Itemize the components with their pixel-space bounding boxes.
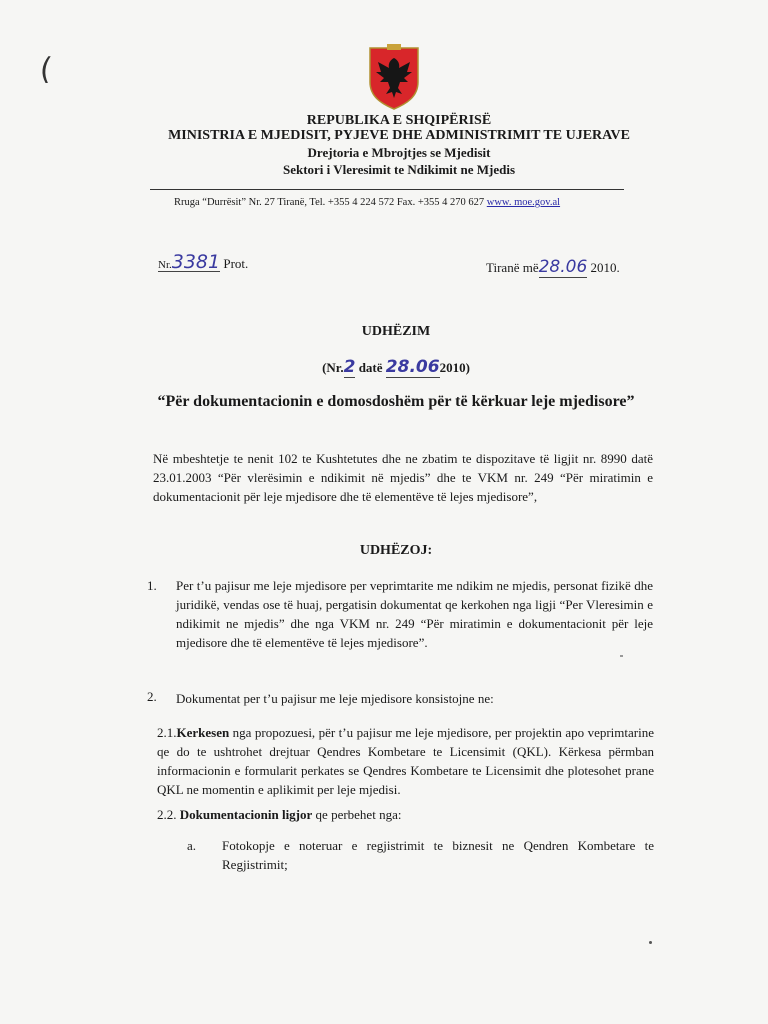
item-2-1-text: nga propozuesi, për t’u pajisur me leje mjedisore, per projektin apo veprimtarine qe do te ushtrohet drejtuar Qendres Kombetare te Licensimit (QKL). Kërkesa përmban informacionin e formularit perkates se Qendres Kombetare te Licensimit dhe plotesohet prane QKL ne momentin e aplikimit per leje mjedisi. <box>157 725 654 797</box>
item-1-number: 1. <box>147 578 157 593</box>
document-title: UDHËZIM <box>361 324 431 339</box>
instruction-number <box>0 357 768 377</box>
item-2-number: 2. <box>147 689 157 704</box>
website-link[interactable]: www. moe.gov.al <box>486 197 561 208</box>
address-text: Rruga “Durrësit” Nr. 27 Tiranë, Tel. +355 4 224 572 Fax. +355 4 270 627 <box>174 197 487 208</box>
prot-label: Prot. <box>223 256 249 271</box>
protocol-handwritten: 3381 <box>171 251 221 273</box>
intro-paragraph: Në mbeshtetje te nenit 102 te Kushtetutes dhe ne zbatim te dispozitave të ligjit nr. 8990 datë 23.01.2003 “Për vlerësimin e ndikimit në mjedis” dhe te VKM nr. 249 “Për miratimin e dokumentacionit për leje mjedisore dhe të elementëve të lejes mjedisore”, <box>153 451 653 504</box>
scan-speck <box>649 941 652 944</box>
item-2-2-bold: Dokumentacionin ligjor <box>179 807 313 822</box>
margin-pen-mark: ( <box>38 52 54 87</box>
document-subject: “Për dokumentacionin e domosdoshëm për të kërkuar leje mjedisore” <box>157 393 635 410</box>
date-handwritten: 28.06 <box>538 257 588 277</box>
header-republic: REPUBLIKA E SHQIPËRISË <box>306 113 492 128</box>
date-year: 2010. <box>590 260 620 275</box>
nr-prefix: Nr. <box>158 259 172 271</box>
place-date <box>486 257 620 277</box>
place-prefix: Tiranë më <box>486 260 539 275</box>
item-2-2-number: 2.2. <box>157 807 177 822</box>
address-line <box>174 197 560 208</box>
protocol-number <box>158 251 248 273</box>
item-a-text: Fotokopje e noteruar e regjistrimit te biznesit ne Qendren Kombetare te Regjistrimit; <box>222 838 654 872</box>
item-2-1-bold: Kerkesen <box>176 725 230 740</box>
item-2-1-number: 2.1. <box>157 725 177 740</box>
header-divider <box>150 189 624 190</box>
header-directorate: Drejtoria e Mbrojtjes se Mjedisit <box>307 145 491 160</box>
scan-speck <box>620 655 623 657</box>
header-sector: Sektori i Vleresimit te Ndikimit ne Mjedis <box>282 162 516 177</box>
item-a-letter: a. <box>187 838 197 853</box>
nr-close: 2010) <box>439 360 470 375</box>
item-2-2-text: qe perbehet nga: <box>312 807 402 822</box>
date-label: datë <box>358 360 383 375</box>
item-2-2 <box>157 805 654 824</box>
directive-heading: UDHËZOJ: <box>359 543 433 558</box>
item-1-text: Per t’u pajisur me leje mjedisore per veprimtarite me ndikim ne mjedis, personat fizikë dhe juridikë, vendas ose të huaj, pergatisin dokumentat qe kerkohen nga ligji “Per Vleresimin e ndikimit ne mjedis” dhe nga VKM nr. 249 “Për miratimin e dokumentacionit për leje mjedisore dhe të elementëve të lejes mjedisore”. <box>176 578 653 650</box>
header-ministry: MINISTRIA E MJEDISIT, PYJEVE DHE ADMINISTRIMIT TE UJERAVE <box>168 128 630 143</box>
albanian-coat-of-arms-icon <box>366 42 422 110</box>
nr-open: (Nr. <box>322 360 344 375</box>
protocol-nr-field <box>158 251 221 273</box>
nr-handwritten: 2 <box>343 357 356 377</box>
date-value-handwritten: 28.06 <box>385 357 440 377</box>
item-2-1 <box>157 723 654 799</box>
item-2-text: Dokumentat per t’u pajisur me leje mjedisore konsistojne ne: <box>176 691 494 706</box>
